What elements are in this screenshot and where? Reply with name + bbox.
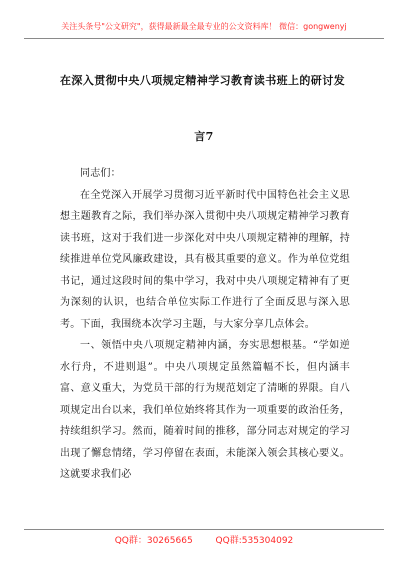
- footer-qq-group-2: QQ群:535304092: [215, 536, 294, 546]
- document-title-continued: 言7: [194, 130, 214, 143]
- footer-divider: [24, 529, 384, 530]
- header-banner: 关注头条号"公文研究"，获得最新最全最专业的公文资料库！ 微信：gongwenyj: [61, 22, 347, 31]
- header-divider: [24, 38, 384, 39]
- document-title: 在深入贯彻中央八项规定精神学习教育读书班上的研讨发: [60, 74, 345, 87]
- salutation: 同志们：: [80, 168, 121, 179]
- footer-qq-group-1: QQ群：30265665: [114, 536, 193, 546]
- document-body: [60, 163, 350, 486]
- body-paragraph: 在全党深入开展学习贯彻习近平新时代中国特色社会主义思想主题教育之际，我们举办深入贯彻中央八项规定精神学习教育读书班，这对于我们进一步深化对中央八项规定精神的理解，持续推进单位党风廉政建设，具有极其重要的意义。作为单位党组书记，通过这段时间的集中学习，我对中央八项规定精神有了更为深刻的认识，也结合单位实际工作进行了全面反思与深入思考。下面，我围绕本次学习主题，与大家分享几点体会。: [60, 189, 350, 330]
- body-paragraph: 一、领悟中央八项规定精神内涵，夯实思想根基。“学如逆水行舟，不进则退”。中央八项规定虽然篇幅不长，但内涵丰富、意义重大，为党员干部的行为规范划定了清晰的界限。自八项规定出台以来，我们单位始终将其作为一项重要的政治任务，持续组织学习。然而，随着时间的推移，部分同志对规定的学习出现了懈怠情绪，学习停留在表面，未能深入领会其核心要义。这就要求我们必: [60, 340, 350, 480]
- footer-contact: [0, 534, 408, 548]
